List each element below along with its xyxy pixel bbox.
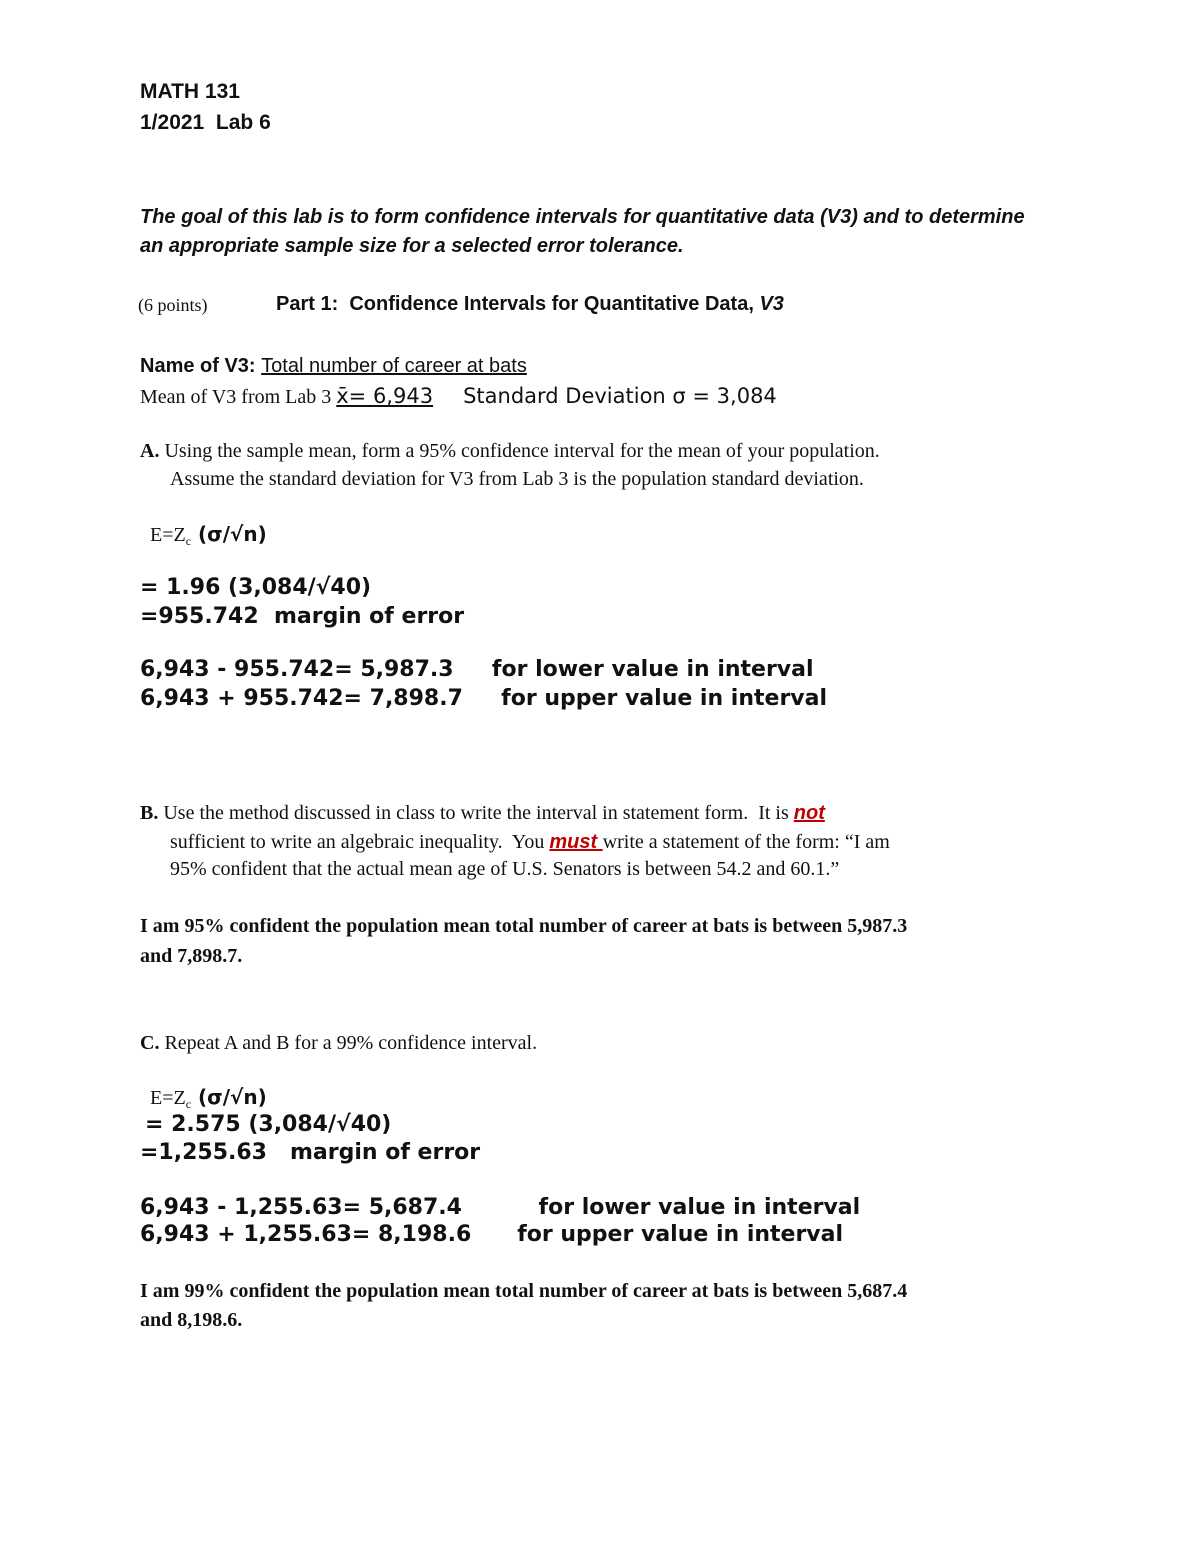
part1-title: Part 1: Confidence Intervals for Quantitative Data, — [276, 293, 760, 315]
part-b-text-1: Use the method discussed in class to write the interval in statement form. It is — [158, 802, 794, 824]
formula-c-rest: (σ/√n) — [191, 1085, 267, 1109]
part-c-answer-2: and 8,198.6. — [140, 1309, 243, 1331]
part-a-upper: 6,943 + 955.742= 7,898.7 for upper value in interval — [140, 686, 828, 711]
standard-deviation: Standard Deviation σ = 3,084 — [463, 384, 777, 408]
part-c-calc-1: = 2.575 (3,084/√40) — [145, 1112, 392, 1137]
course-title: MATH 131 — [140, 80, 240, 103]
part-a-calc-2: =955.742 margin of error — [140, 604, 465, 629]
part-c-upper: 6,943 + 1,255.63= 8,198.6 for upper value in interval — [140, 1222, 844, 1247]
points-label: (6 points) — [138, 295, 208, 315]
part-b-answer-1: I am 95% confident the population mean total number of career at bats is between 5,987.3 — [140, 915, 908, 937]
part-b-text-2b: write a statement of the form: “I am — [602, 831, 890, 853]
part-a-calc-1: = 1.96 (3,084/√40) — [140, 575, 372, 600]
part-c-line-1 — [140, 1032, 537, 1055]
variable-name-value: Total number of career at bats — [261, 355, 527, 377]
part-b-letter: B. — [140, 802, 159, 824]
part1-title-var: V3 — [759, 293, 784, 315]
part-c-letter: C. — [140, 1032, 160, 1054]
part-c-answer-1: I am 99% confident the population mean total number of career at bats is between 5,687.4 — [140, 1280, 908, 1302]
part-b-emphasis-not: not — [793, 802, 825, 824]
part-b-text-2: sufficient to write an algebraic inequality. You — [170, 831, 550, 853]
part-c-text-1: Repeat A and B for a 99% confidence interval. — [159, 1032, 538, 1054]
goal-line-2: an appropriate sample size for a selected error tolerance. — [140, 235, 684, 257]
part-a-letter: A. — [140, 440, 160, 462]
part-c-calc-2: =1,255.63 margin of error — [140, 1140, 481, 1165]
formula-c-prefix: E=Z — [150, 1087, 186, 1109]
part-a-formula — [150, 522, 267, 549]
part-a-line-2: Assume the standard deviation for V3 from Lab 3 is the population standard deviation. — [170, 468, 864, 490]
formula-prefix: E=Z — [150, 524, 186, 546]
part-b-line-3: 95% confident that the actual mean age of U.S. Senators is between 54.2 and 60.1.” — [170, 858, 840, 880]
part-a-text-1: Using the sample mean, form a 95% confidence interval for the mean of your population. — [159, 440, 880, 462]
part-c-formula — [150, 1085, 267, 1112]
variable-name-label: Name of V3: — [140, 355, 262, 377]
mean-value: x̄= 6,943 — [336, 384, 434, 408]
formula-sub: c — [185, 534, 192, 549]
part-b-answer-2: and 7,898.7. — [140, 945, 243, 967]
part-b-line-2 — [170, 831, 890, 854]
part1-heading — [276, 293, 784, 316]
part-b-emphasis-must: must — [549, 831, 603, 853]
part-a-line-1 — [140, 440, 880, 463]
variable-name-line — [140, 355, 527, 378]
part-a-lower: 6,943 - 955.742= 5,987.3 for lower value in interval — [140, 657, 814, 682]
formula-c-sub: c — [185, 1097, 192, 1112]
mean-label: Mean of V3 from Lab 3 — [140, 386, 337, 408]
lab-term: 1/2021 Lab 6 — [140, 111, 271, 134]
formula-rest: (σ/√n) — [191, 522, 267, 546]
part-b-line-1 — [140, 802, 825, 825]
part-c-lower: 6,943 - 1,255.63= 5,687.4 for lower value in interval — [140, 1195, 861, 1220]
goal-line-1: The goal of this lab is to form confidence intervals for quantitative data (V3) and to determine — [140, 206, 1025, 228]
mean-sd-line — [140, 384, 777, 409]
